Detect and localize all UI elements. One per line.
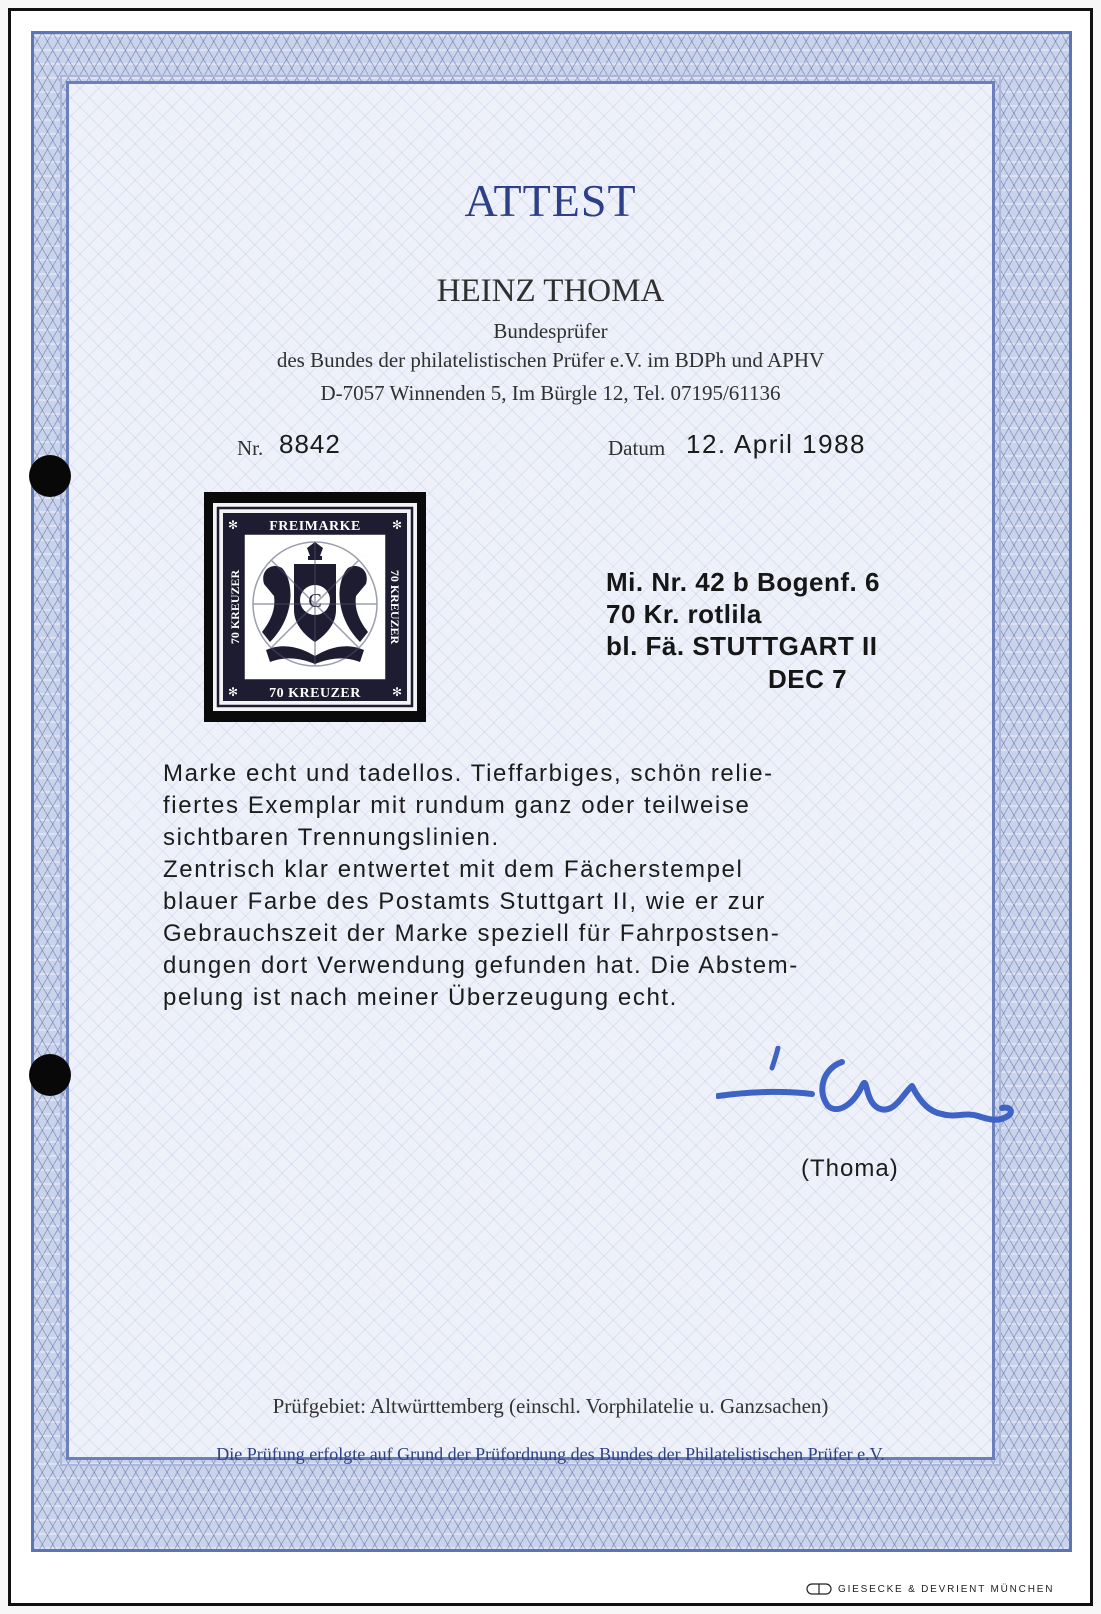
stamp-left-label: 70 KREUZER: [228, 569, 242, 645]
certificate-number: 8842: [279, 429, 341, 459]
certificate-date: 12. April 1988: [686, 429, 867, 459]
examination-basis: Die Prüfung erfolgte auf Grund der Prüfordnung des Bundes der Philatelistischen Prüfer e.V.: [216, 1444, 885, 1464]
denomination-color-line: 70 Kr. rotlila: [606, 599, 762, 629]
body-text-line-8: pelung ist nach meiner Überzeugung echt.: [163, 984, 678, 1011]
body-text-line-1: Marke echt und tadellos. Tieffarbiges, schön relie-: [163, 760, 774, 787]
cancellation-date-line: DEC 7: [768, 664, 848, 694]
body-text-line-7: dungen dort Verwendung gefunden hat. Die Abstem-: [163, 952, 799, 979]
printer-logo-icon: [806, 1583, 832, 1595]
body-text-line-2: fiertes Exemplar mit rundum ganz oder teilweise: [163, 792, 751, 819]
address-line: D-7057 Winnenden 5, Im Bürgle 12, Tel. 07195/61136: [320, 381, 781, 405]
association-line: des Bundes der philatelistischen Prüfer e.V. im BDPh und APHV: [276, 348, 825, 372]
svg-text:✻: ✻: [391, 685, 403, 699]
number-label: Nr.: [237, 436, 264, 460]
examiner-role: Bundesprüfer: [493, 319, 608, 343]
handwritten-signature: [716, 1046, 1041, 1156]
certificate-title: ATTEST: [464, 175, 637, 226]
printer-name: GIESECKE & DEVRIENT MÜNCHEN: [838, 1583, 1055, 1595]
date-label: Datum: [608, 436, 666, 460]
cancellation-line: bl. Fä. STUTTGART II: [606, 631, 878, 661]
catalog-number-line: Mi. Nr. 42 b Bogenf. 6: [606, 567, 880, 597]
svg-text:✻: ✻: [391, 518, 403, 532]
examination-field: Prüfgebiet: Altwürttemberg (einschl. Vorphilatelie u. Ganzsachen): [272, 1394, 829, 1418]
stamp-top-label: FREIMARKE: [269, 519, 361, 534]
stamp-bottom-label: 70 KREUZER: [269, 686, 361, 701]
body-text-line-5: blauer Farbe des Postamts Stuttgart II, wie er zur: [163, 888, 766, 915]
signer-name: (Thoma): [801, 1155, 899, 1182]
svg-text:✻: ✻: [227, 685, 239, 699]
cancellation-postmark: [253, 542, 377, 666]
body-text-line-4: Zentrisch klar entwertet mit dem Fächerstempel: [163, 856, 744, 883]
printer-imprint: [806, 1582, 1054, 1596]
body-text-line-3: sichtbaren Trennungslinien.: [163, 824, 500, 851]
svg-text:✻: ✻: [227, 518, 239, 532]
stamp-right-label: 70 KREUZER: [388, 569, 402, 645]
body-text-line-6: Gebrauchszeit der Marke speziell für Fahrpostsen-: [163, 920, 781, 947]
stamp-center-letter: C: [308, 590, 322, 612]
certificate-sheet: [8, 8, 1093, 1606]
examiner-name: HEINZ THOMA: [436, 273, 665, 309]
stamp-image: [204, 492, 426, 722]
punch-hole-top: [29, 455, 71, 497]
punch-hole-bottom: [29, 1054, 71, 1096]
